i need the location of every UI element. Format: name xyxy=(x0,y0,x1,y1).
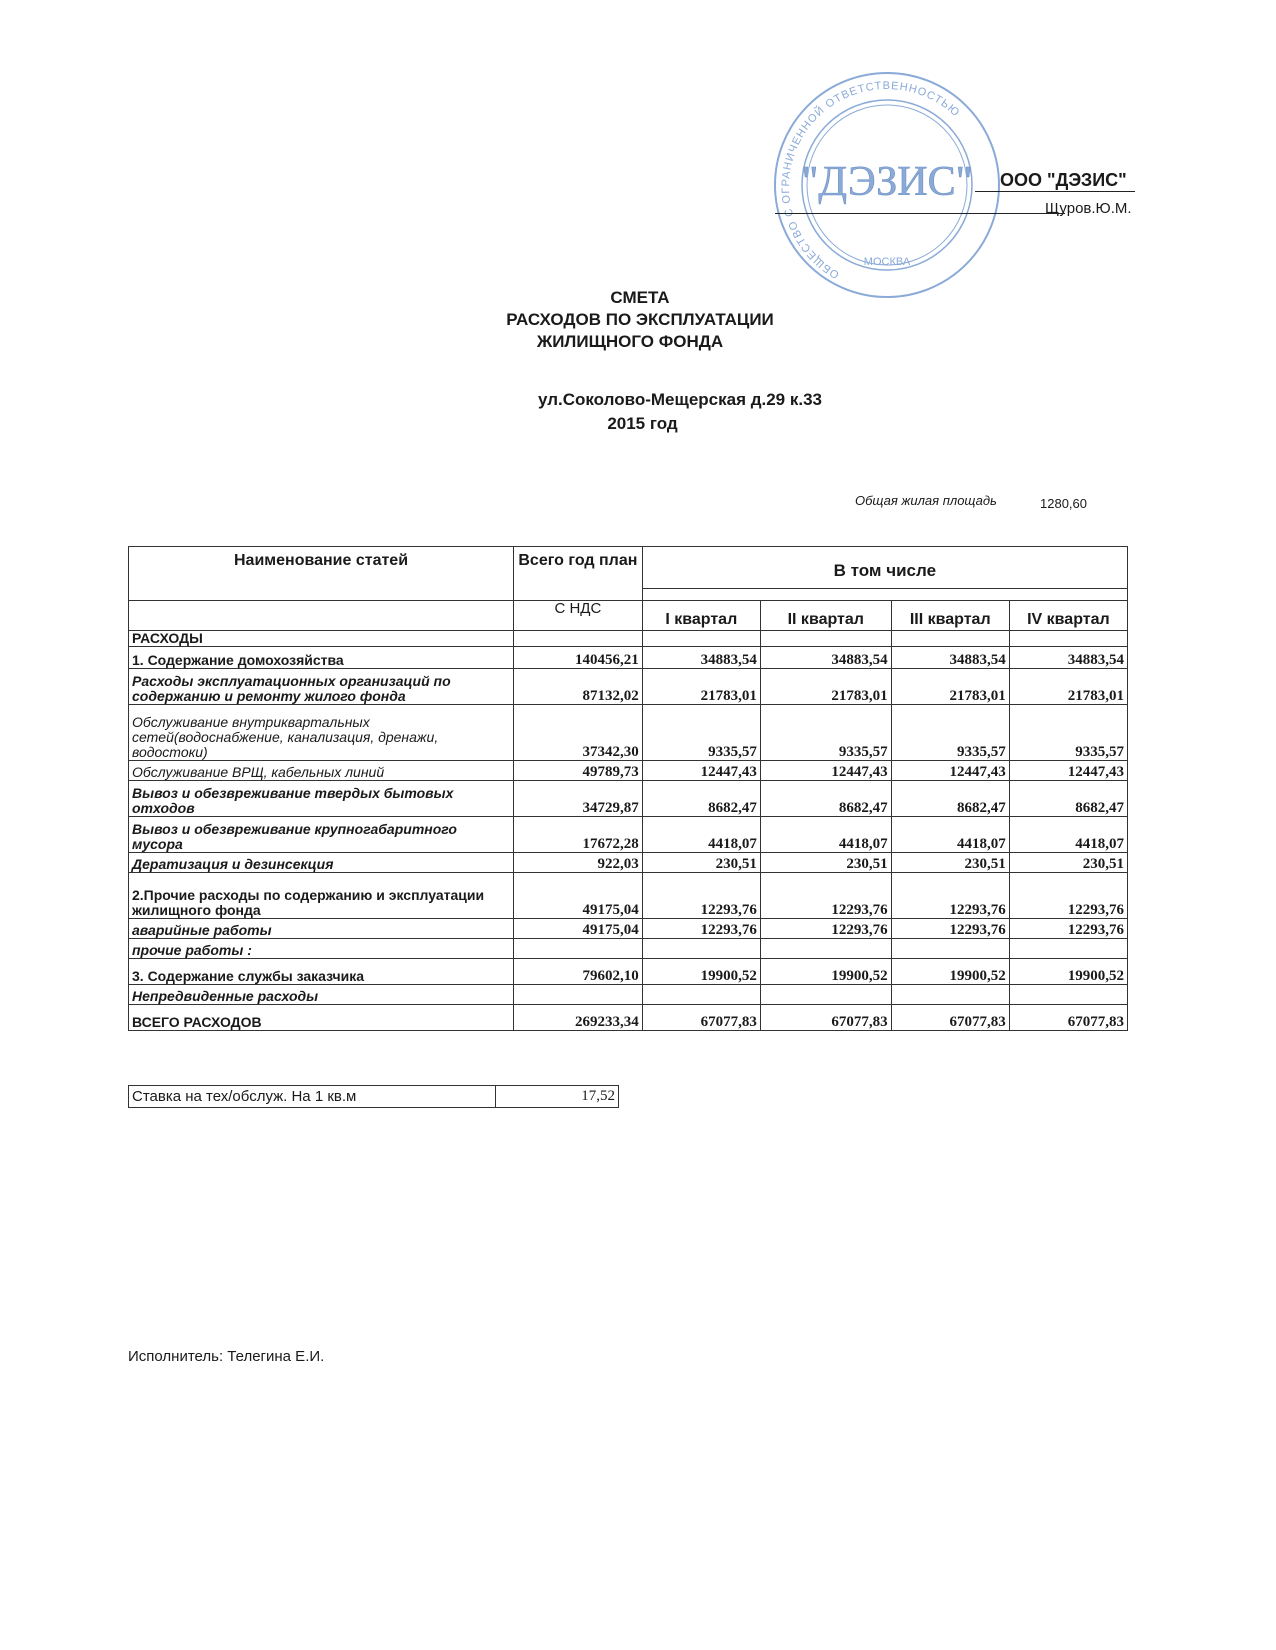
row-total: 37342,30 xyxy=(514,705,643,761)
row-label: Расходы эксплуатационных организаций по содержанию и ремонту жилого фонда xyxy=(129,669,514,705)
row-total: 269233,34 xyxy=(514,1005,643,1031)
table-row xyxy=(129,817,1128,853)
row-q3: 4418,07 xyxy=(891,817,1009,853)
rate-value: 17,52 xyxy=(496,1086,619,1108)
row-q4: 34883,54 xyxy=(1009,647,1127,669)
row-label: 2.Прочие расходы по содержанию и эксплуатации жилищного фонда xyxy=(129,873,514,919)
row-q4: 230,51 xyxy=(1009,853,1127,873)
row-q3 xyxy=(891,939,1009,959)
row-total: 87132,02 xyxy=(514,669,643,705)
row-label: Обслуживание ВРЩ, кабельных линий xyxy=(129,761,514,781)
row-label: Дератизация и дезинсекция xyxy=(129,853,514,873)
row-q3: 12447,43 xyxy=(891,761,1009,781)
row-q1: 19900,52 xyxy=(642,959,760,985)
table-row xyxy=(129,705,1128,761)
row-q4: 67077,83 xyxy=(1009,1005,1127,1031)
address: ул.Соколово-Мещерская д.29 к.33 xyxy=(537,390,823,409)
header-q1: I квартал xyxy=(642,601,760,631)
row-q2: 12447,43 xyxy=(760,761,891,781)
row-label: Непредвиденные расходы xyxy=(129,985,514,1005)
row-q3: 12293,76 xyxy=(891,873,1009,919)
row-q1: 12293,76 xyxy=(642,919,760,939)
row-q4: 8682,47 xyxy=(1009,781,1127,817)
table-row xyxy=(129,853,1128,873)
row-total: 17672,28 xyxy=(514,817,643,853)
year: 2015 год xyxy=(607,414,678,433)
row-label: Обслуживание внутриквартальных сетей(водоснабжение, канализация, дренажи, водостоки) xyxy=(129,705,514,761)
row-q2: 19900,52 xyxy=(760,959,891,985)
row-q1 xyxy=(642,985,760,1005)
row-q1: 12447,43 xyxy=(642,761,760,781)
row-total: 922,03 xyxy=(514,853,643,873)
row-q2 xyxy=(760,939,891,959)
row-q2: 4418,07 xyxy=(760,817,891,853)
row-q1: 12293,76 xyxy=(642,873,760,919)
row-q4 xyxy=(1009,985,1127,1005)
row-total: 34729,87 xyxy=(514,781,643,817)
rate-label: Ставка на тех/обслуж. На 1 кв.м xyxy=(129,1086,496,1108)
row-q1: 9335,57 xyxy=(642,705,760,761)
table-row xyxy=(129,669,1128,705)
row-total: 49175,04 xyxy=(514,919,643,939)
area-label: Общая жилая площадь xyxy=(855,493,997,508)
row-label: ВСЕГО РАСХОДОВ xyxy=(129,1005,514,1031)
header-total: Всего год план xyxy=(514,547,643,601)
row-label: прочие работы : xyxy=(129,939,514,959)
company-seal xyxy=(765,65,1010,305)
row-q3: 12293,76 xyxy=(891,919,1009,939)
table-row xyxy=(129,781,1128,817)
approval-name: Щуров.Ю.М. xyxy=(1045,200,1132,217)
doc-title-line2: РАСХОДОВ ПО ЭКСПЛУАТАЦИИ xyxy=(506,310,774,329)
row-q2: 34883,54 xyxy=(760,647,891,669)
table-row xyxy=(129,1005,1128,1031)
row-label: Вывоз и обезвреживание крупногабаритного мусора xyxy=(129,817,514,853)
row-q2: 9335,57 xyxy=(760,705,891,761)
row-q3: 67077,83 xyxy=(891,1005,1009,1031)
approval-org: ООО "ДЭЗИС" xyxy=(1000,170,1127,190)
row-total: 49175,04 xyxy=(514,873,643,919)
row-label: 3. Содержание службы заказчика xyxy=(129,959,514,985)
row-q4 xyxy=(1009,939,1127,959)
header-q4: IV квартал xyxy=(1009,601,1127,631)
row-q2 xyxy=(760,985,891,1005)
row-q4: 12293,76 xyxy=(1009,873,1127,919)
row-q3 xyxy=(891,985,1009,1005)
row-q4: 4418,07 xyxy=(1009,817,1127,853)
row-total xyxy=(514,985,643,1005)
header-name: Наименование статей xyxy=(129,547,514,601)
row-q2: 12293,76 xyxy=(760,873,891,919)
table-row xyxy=(129,959,1128,985)
header-including: В том числе xyxy=(642,547,1127,589)
row-label: Вывоз и обезвреживание твердых бытовых отходов xyxy=(129,781,514,817)
row-q4: 12447,43 xyxy=(1009,761,1127,781)
doc-title: СМЕТА xyxy=(610,288,670,307)
row-q3: 8682,47 xyxy=(891,781,1009,817)
table-row xyxy=(129,919,1128,939)
row-q3: 230,51 xyxy=(891,853,1009,873)
signature-line xyxy=(775,213,1065,214)
svg-text:МОСКВА: МОСКВА xyxy=(863,256,911,268)
row-total: 49789,73 xyxy=(514,761,643,781)
row-total xyxy=(514,939,643,959)
table-row xyxy=(129,939,1128,959)
row-q4: 19900,52 xyxy=(1009,959,1127,985)
area-value: 1280,60 xyxy=(1040,496,1087,511)
row-label: аварийные работы xyxy=(129,919,514,939)
approval-underline xyxy=(975,191,1135,192)
expenses-label: РАСХОДЫ xyxy=(129,631,514,647)
row-total: 79602,10 xyxy=(514,959,643,985)
executor: Исполнитель: Телегина Е.И. xyxy=(128,1348,325,1365)
row-q1: 21783,01 xyxy=(642,669,760,705)
header-q2: II квартал xyxy=(760,601,891,631)
row-q1: 8682,47 xyxy=(642,781,760,817)
row-q2: 12293,76 xyxy=(760,919,891,939)
rate-table xyxy=(128,1085,619,1108)
row-q2: 21783,01 xyxy=(760,669,891,705)
header-nds: С НДС xyxy=(514,601,643,631)
row-q4: 21783,01 xyxy=(1009,669,1127,705)
row-q2: 230,51 xyxy=(760,853,891,873)
row-total: 140456,21 xyxy=(514,647,643,669)
row-q4: 12293,76 xyxy=(1009,919,1127,939)
row-q2: 8682,47 xyxy=(760,781,891,817)
row-q4: 9335,57 xyxy=(1009,705,1127,761)
row-q3: 34883,54 xyxy=(891,647,1009,669)
table-row xyxy=(129,985,1128,1005)
row-q1 xyxy=(642,939,760,959)
table-row xyxy=(129,647,1128,669)
table-row xyxy=(129,761,1128,781)
table-row xyxy=(129,873,1128,919)
row-q3: 19900,52 xyxy=(891,959,1009,985)
header-q3: III квартал xyxy=(891,601,1009,631)
row-label: 1. Содержание домохозяйства xyxy=(129,647,514,669)
row-q2: 67077,83 xyxy=(760,1005,891,1031)
row-q1: 34883,54 xyxy=(642,647,760,669)
row-q1: 230,51 xyxy=(642,853,760,873)
doc-title-line3: ЖИЛИЩНОГО ФОНДА xyxy=(536,332,724,351)
row-q1: 4418,07 xyxy=(642,817,760,853)
row-q3: 21783,01 xyxy=(891,669,1009,705)
row-q3: 9335,57 xyxy=(891,705,1009,761)
expense-table xyxy=(128,546,1128,1031)
svg-text:ОБЩЕСТВО С ОГРАНИЧЕННОЙ ОТВЕТС: ОБЩЕСТВО ОГРАНИЧЕННОЙ ОТВЕТСТВЕННОСТЬЮ xyxy=(779,79,963,281)
row-q1: 67077,83 xyxy=(642,1005,760,1031)
svg-text:"ДЭЗИС": "ДЭЗИС" xyxy=(801,159,973,205)
